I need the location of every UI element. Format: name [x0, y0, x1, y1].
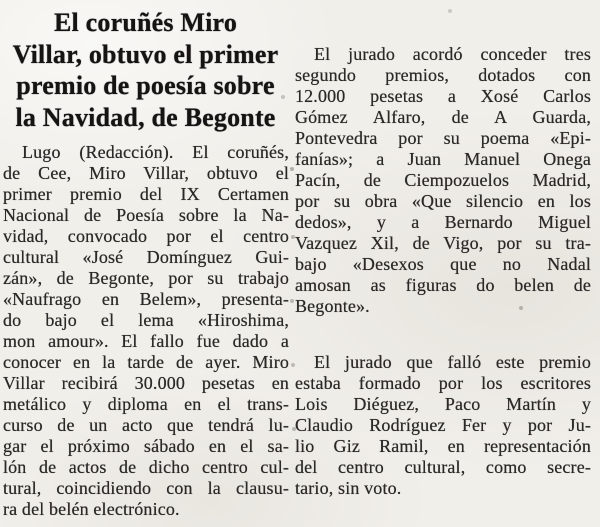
text-line: curso de un acto que tendrá lu- — [3, 415, 289, 435]
text-line: Lugo (Redacción). El coruñés, — [22, 142, 289, 162]
text-line: tario, sin voto. — [295, 478, 402, 498]
text-line: amosan as figuras do belen de — [295, 275, 591, 295]
text-line: lio Giz Ramil, en representación — [295, 436, 591, 456]
text-line: metálico y diploma en el trans- — [3, 394, 289, 414]
text-line: fanías»; a Juan Manuel Onega — [295, 149, 591, 169]
paragraph — [295, 44, 591, 317]
text-line: zán», de Begonte, por su trabajo — [3, 268, 289, 288]
headline-line: Villar, obtuvo el primer — [12, 39, 279, 69]
text-line: El jurado que falló este premio — [314, 352, 591, 372]
text-line: del centro cultural, como secre- — [295, 457, 591, 477]
article-column-left — [3, 142, 289, 520]
text-line: 12.000 pesetas a Xosé Carlos — [295, 86, 591, 106]
text-line: El jurado acordó conceder tres — [314, 44, 591, 64]
headline-line: El coruñés Miro — [53, 8, 238, 37]
text-line: ra del belén electrónico. — [3, 499, 180, 519]
text-line: de Cee, Miro Villar, obtuvo el — [3, 163, 289, 183]
text-line: Nacional de Poesía sobre la Na- — [3, 205, 289, 225]
text-line: Pacín, de Ciempozuelos Madrid, — [295, 170, 591, 190]
text-line: Vazquez Xil, de Vigo, por su tra- — [295, 233, 591, 253]
text-line: Begonte». — [295, 296, 370, 316]
text-line: mon amour». El fallo fue dado a — [3, 331, 289, 351]
headline-line: premio de poesía sobre — [16, 71, 275, 100]
text-line: por su obra «Que silencio en los — [295, 191, 591, 211]
text-line: Lois Diéguez, Paco Martín y — [295, 394, 591, 414]
text-line: Villar recibirá 30.000 pesetas en — [3, 373, 289, 393]
text-line: vidad, convocado por el centro — [3, 226, 289, 246]
text-line: primer premio del IX Certamen — [3, 184, 289, 204]
text-line: cultural «José Domínguez Gui- — [3, 247, 289, 267]
scan-speck-layer — [0, 0, 2, 2]
text-line: «Naufrago en Belem», presenta- — [3, 289, 289, 309]
text-line: gar el próximo sábado en el sa- — [3, 436, 289, 456]
text-line: lón de actos de dicho centro cul- — [3, 457, 289, 477]
text-line: segundo premios, dotados con — [295, 65, 591, 85]
paragraph — [295, 352, 591, 499]
text-line: dedos», y a Bernardo Miguel — [295, 212, 591, 232]
headline-line: la Navidad, de Begonte — [15, 102, 276, 132]
article-column-right — [295, 44, 591, 499]
text-line: bajo «Desexos que no Nadal — [295, 254, 591, 274]
text-line: Claudio Rodríguez Fer y por Ju- — [295, 415, 591, 435]
paragraph — [3, 142, 289, 520]
text-line: estaba formado por los escritores — [295, 373, 591, 393]
text-line: tural, coincidiendo con la clausu- — [3, 478, 289, 498]
text-line: conocer en la tarde de ayer. Miro — [3, 352, 289, 372]
article-headline — [1, 7, 290, 133]
text-line: do bajo el lema «Hiroshima, — [3, 310, 289, 330]
text-line: Pontevedra por su poema «Epi- — [295, 128, 591, 148]
text-line: Gómez Alfaro, de A Guarda, — [295, 107, 591, 127]
